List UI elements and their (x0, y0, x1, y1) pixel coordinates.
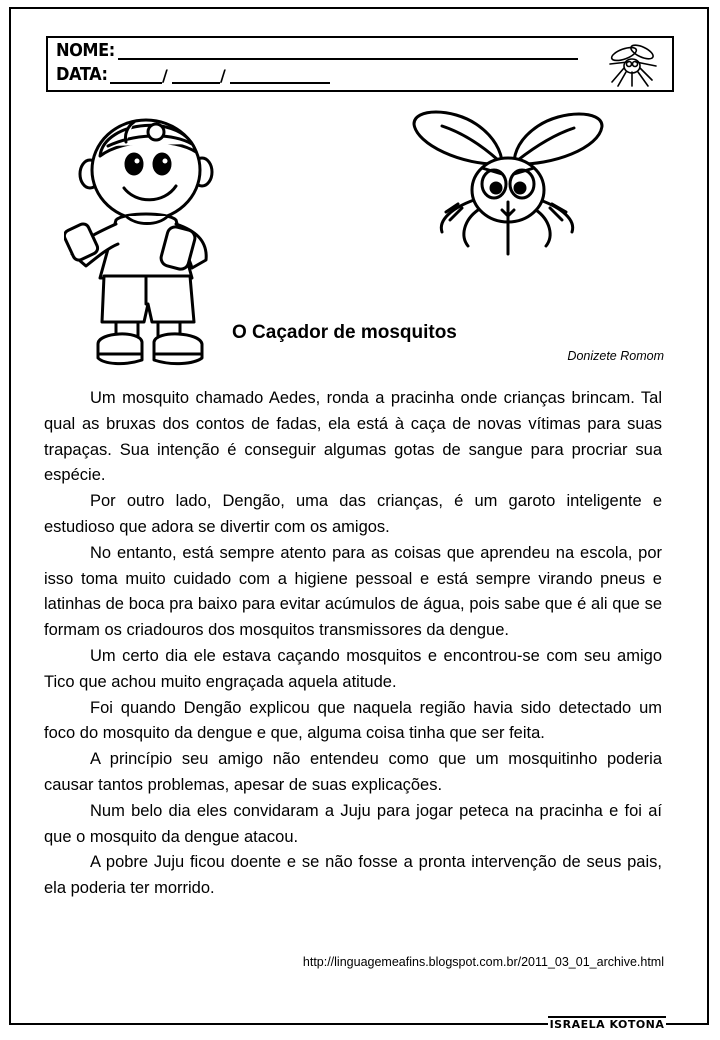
name-field[interactable] (118, 58, 578, 60)
story-paragraph: Um certo dia ele estava caçando mosquitos e encontrou-se com seu amigo Tico que achou muito engraçada aquela atitude. (44, 646, 662, 691)
date-year-field[interactable] (230, 82, 330, 84)
author-signature: ISRAELA KOTONA (549, 1018, 665, 1031)
story-paragraph: Foi quando Dengão explicou que naquela região havia sido detectado um foco do mosquito da dengue e que, alguma coisa tinha que ser feita. (44, 698, 662, 743)
story-title: O Caçador de mosquitos (232, 322, 457, 343)
story-paragraph: Num belo dia eles convidaram a Juju para jogar peteca na pracinha e foi aí que o mosquito da dengue atacou. (44, 801, 662, 846)
story-paragraph: No entanto, está sempre atento para as coisas que aprendeu na escola, por isso toma muito cuidado com a higiene pessoal e está sempre virando pneus e latinhas de boca pra baixo para evitar acúmulos de água, pois sabe que é ali que se formam os criadouros dos mosquitos transmissores da dengue. (44, 543, 662, 640)
mosquito-icon (608, 42, 660, 88)
story-author: Donizete Romom (567, 349, 664, 363)
boy-with-cap-illustration (64, 108, 224, 370)
date-label: DATA: (56, 64, 108, 85)
story-paragraph: Um mosquito chamado Aedes, ronda a pracinha onde crianças brincam. Tal qual as bruxas dos contos de fadas, ela está à caça de novas vítimas para suas trapaças. Sua intenção é conseguir algumas gotas de sangue para procriar sua espécie. (44, 389, 662, 485)
date-month-field[interactable] (172, 82, 220, 84)
story-body (44, 386, 662, 902)
story-paragraph: Por outro lado, Dengão, uma das crianças, é um garoto inteligente e estudioso que adora se divertir com os amigos. (44, 492, 662, 536)
name-date-header (46, 36, 674, 92)
name-label: NOME: (56, 40, 115, 61)
mosquito-illustration (402, 104, 612, 262)
date-day-field[interactable] (110, 82, 162, 84)
story-paragraph: A pobre Juju ficou doente e se não fosse a pronta intervenção de seus pais, ela poderia ter morrido. (44, 853, 662, 898)
source-url: http://linguagemeafins.blogspot.com.br/2011_03_01_archive.html (302, 955, 664, 969)
story-paragraph: A princípio seu amigo não entendeu como que um mosquitinho poderia causar tantos problemas, apesar de suas explicações. (44, 750, 662, 794)
date-separator: / (220, 66, 226, 85)
date-separator: / (162, 66, 168, 85)
